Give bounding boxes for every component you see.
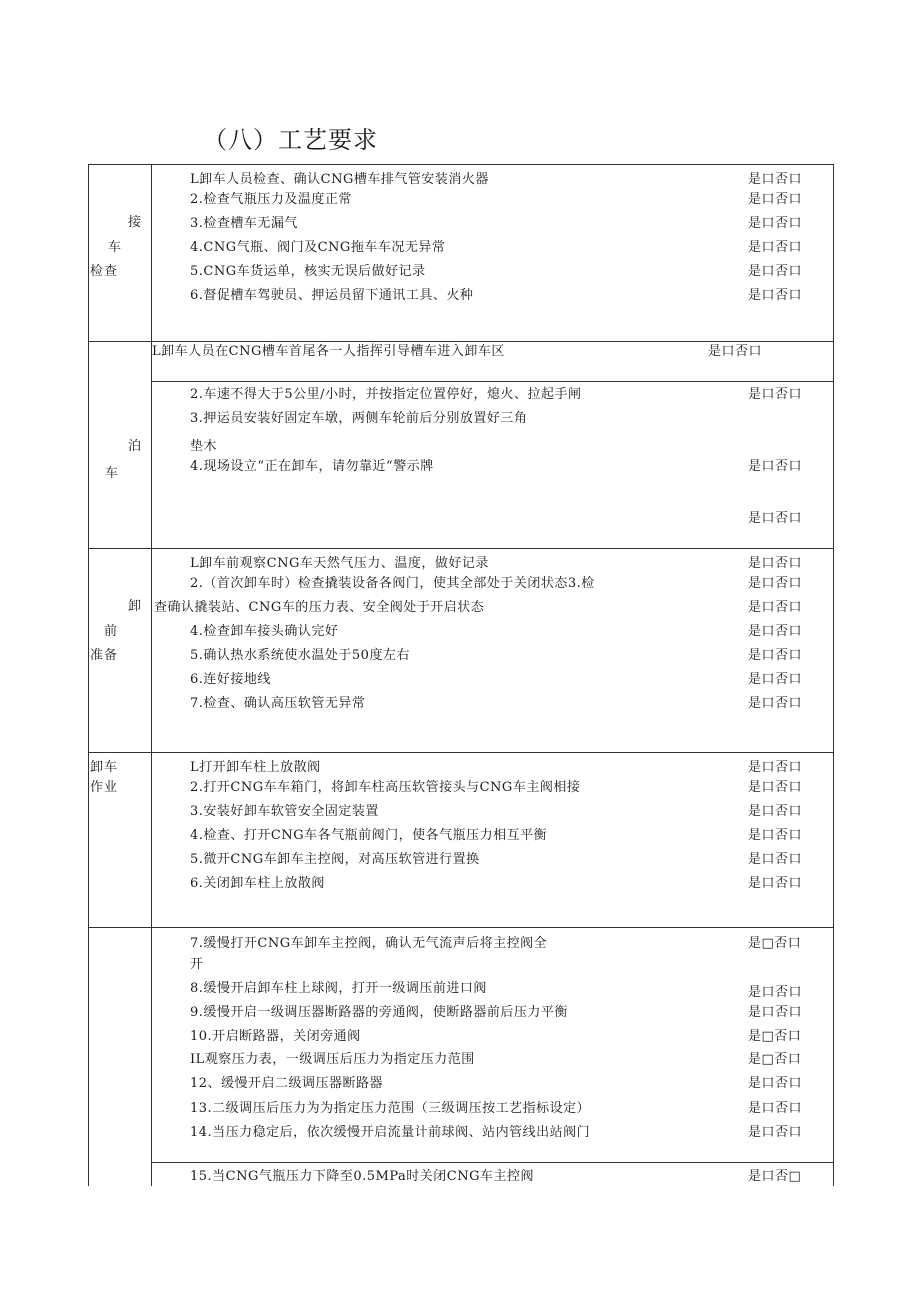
requirement-text: 8.缓慢开启卸车柱上球阀，打开一级调压前进口阀	[190, 981, 487, 996]
requirement-text: 7.检查、确认高压软管无异常	[190, 696, 366, 711]
section-label: 接	[128, 215, 143, 230]
yes-no-checkbox[interactable]: 是口否口	[748, 387, 803, 402]
section-label: 作业	[90, 780, 119, 795]
section-label: 车	[105, 466, 120, 481]
requirement-text: 2.（首次卸车时）检查撬装设备各阀门，使其全部处于关闭状态3.检	[190, 576, 595, 591]
yes-no-checkbox[interactable]: 是口否口	[748, 172, 803, 187]
yes-no-checkbox[interactable]: 是口否口	[748, 852, 803, 867]
yes-no-checkbox[interactable]: 是口否口	[748, 624, 803, 639]
yes-no-checkbox[interactable]: 是口否口	[748, 288, 803, 303]
requirement-text: 5.确认热水系统使水温处于50度左右	[190, 648, 410, 663]
requirement-text: L卸车前观察CNG车天然气压力、温度，做好记录	[190, 556, 489, 571]
section-label: 准备	[90, 648, 119, 663]
yes-no-checkbox[interactable]: 是口否□	[748, 1169, 802, 1184]
yes-no-checkbox[interactable]: 是口否口	[748, 804, 803, 819]
requirement-text: L卸车人员检查、确认CNG槽车排气管安装消火器	[190, 172, 489, 187]
yes-no-checkbox[interactable]: 是口否口	[748, 828, 803, 843]
yes-no-checkbox[interactable]: 是口否口	[748, 760, 803, 775]
yes-no-checkbox[interactable]: 是口否口	[748, 576, 803, 591]
yes-no-checkbox[interactable]: 是口否口	[748, 459, 803, 474]
yes-no-checkbox[interactable]: 是口否口	[748, 600, 803, 615]
requirement-text: 4.CNG气瓶、阀门及CNG拖车车况无异常	[190, 240, 446, 255]
requirement-text: 3.检查槽车无漏气	[190, 216, 298, 231]
requirement-text: 3.安装好卸车软管安全固定装置	[190, 804, 379, 819]
requirement-text: 2.打开CNG车车箱门，将卸车柱高压软管接头与CNG车主阀相接	[190, 780, 581, 795]
yes-no-checkbox[interactable]: 是□否口	[748, 936, 802, 951]
requirement-text: L打开卸车柱上放散阀	[190, 760, 321, 775]
requirement-text: 2.检查气瓶压力及温度正常	[190, 192, 352, 207]
yes-no-checkbox[interactable]: 是口否口	[748, 648, 803, 663]
yes-no-checkbox[interactable]: 是口否口	[748, 985, 803, 1000]
section-label: 车	[108, 240, 123, 255]
yes-no-checkbox[interactable]: 是口否口	[748, 1076, 803, 1091]
yes-no-checkbox[interactable]: 是口否口	[748, 696, 803, 711]
yes-no-checkbox[interactable]: 是口否口	[748, 780, 803, 795]
requirement-text: 垫木	[190, 439, 218, 454]
yes-no-checkbox[interactable]: 是口否口	[748, 876, 803, 891]
yes-no-checkbox[interactable]: 是口否口	[748, 240, 803, 255]
requirement-text: 5.CNG车货运单，核实无误后做好记录	[190, 264, 426, 279]
requirement-text: 14.当压力稳定后，依次缓慢开启流量计前球阀、站内管线出站阀门	[190, 1125, 591, 1140]
requirement-text: 13.二级调压后压力为为指定压力范围（三级调压按工艺指标设定）	[190, 1101, 591, 1116]
requirement-text: 9.缓慢开启一级调压器断路器的旁通阀，使断路器前后压力平衡	[190, 1005, 568, 1020]
requirement-text: 15.当CNG气瓶压力下降至0.5MPa时关闭CNG车主控阀	[190, 1169, 534, 1184]
yes-no-checkbox[interactable]: 是口否口	[748, 216, 803, 231]
yes-no-checkbox[interactable]: 是□否口	[748, 1052, 802, 1067]
section-label: 前	[104, 624, 119, 639]
requirement-text: 4.检查、打开CNG车各气瓶前阀门，使各气瓶压力相互平衡	[190, 828, 548, 843]
requirement-text: L卸车人员在CNG槽车首尾各一人指挥引导槽车进入卸车区	[152, 344, 505, 359]
yes-no-checkbox[interactable]: 是口否口	[748, 1101, 803, 1116]
section-label: 卸车	[90, 760, 119, 775]
yes-no-checkbox[interactable]: 是口否口	[708, 344, 763, 359]
section-label: 卸	[128, 599, 143, 614]
requirement-text: 5.微开CNG车卸车主控阀，对高压软管进行置换	[190, 852, 480, 867]
requirement-text: 4.检查卸车接头确认完好	[190, 624, 339, 639]
yes-no-checkbox[interactable]: 是口否口	[748, 672, 803, 687]
yes-no-checkbox[interactable]: 是口否口	[748, 511, 803, 526]
yes-no-checkbox[interactable]: 是口否口	[748, 1005, 803, 1020]
section-title: （八）工艺要求	[203, 126, 378, 154]
section-label: 泊	[128, 439, 143, 454]
requirement-text: 7.缓慢打开CNG车卸车主控阀，确认无气流声后将主控阀全	[190, 936, 548, 951]
yes-no-checkbox[interactable]: 是□否口	[748, 1029, 802, 1044]
requirement-text: 6.关闭卸车柱上放散阀	[190, 876, 325, 891]
yes-no-checkbox[interactable]: 是口否口	[748, 1125, 803, 1140]
requirement-text: 查确认撬装站、CNG车的压力表、安全阀处于开启状态	[154, 600, 485, 615]
requirement-text: 10.开启断路器，关闭旁通阀	[190, 1029, 361, 1044]
requirement-text: 4.现场设立“正在卸车，请勿靠近“警示牌	[190, 459, 434, 474]
requirement-text: 12、缓慢开启二级调压器断路器	[190, 1076, 384, 1091]
section-label: 检查	[90, 264, 119, 279]
yes-no-checkbox[interactable]: 是口否口	[748, 556, 803, 571]
requirement-text: 开	[190, 957, 204, 972]
requirement-text: IL观察压力表，一级调压后压力为指定压力范围	[190, 1052, 475, 1067]
requirement-text: 2.车速不得大于5公里/小时，并按指定位置停好，熄火、拉起手闸	[190, 387, 582, 402]
requirement-text: 6.督促槽车驾驶员、押运员留下通讯工具、火种	[190, 288, 474, 303]
requirement-text: 3.押运员安装好固定车墩，两侧车轮前后分别放置好三角	[190, 411, 528, 426]
requirement-text: 6.连好接地线	[190, 672, 271, 687]
yes-no-checkbox[interactable]: 是口否口	[748, 264, 803, 279]
yes-no-checkbox[interactable]: 是口否口	[748, 192, 803, 207]
